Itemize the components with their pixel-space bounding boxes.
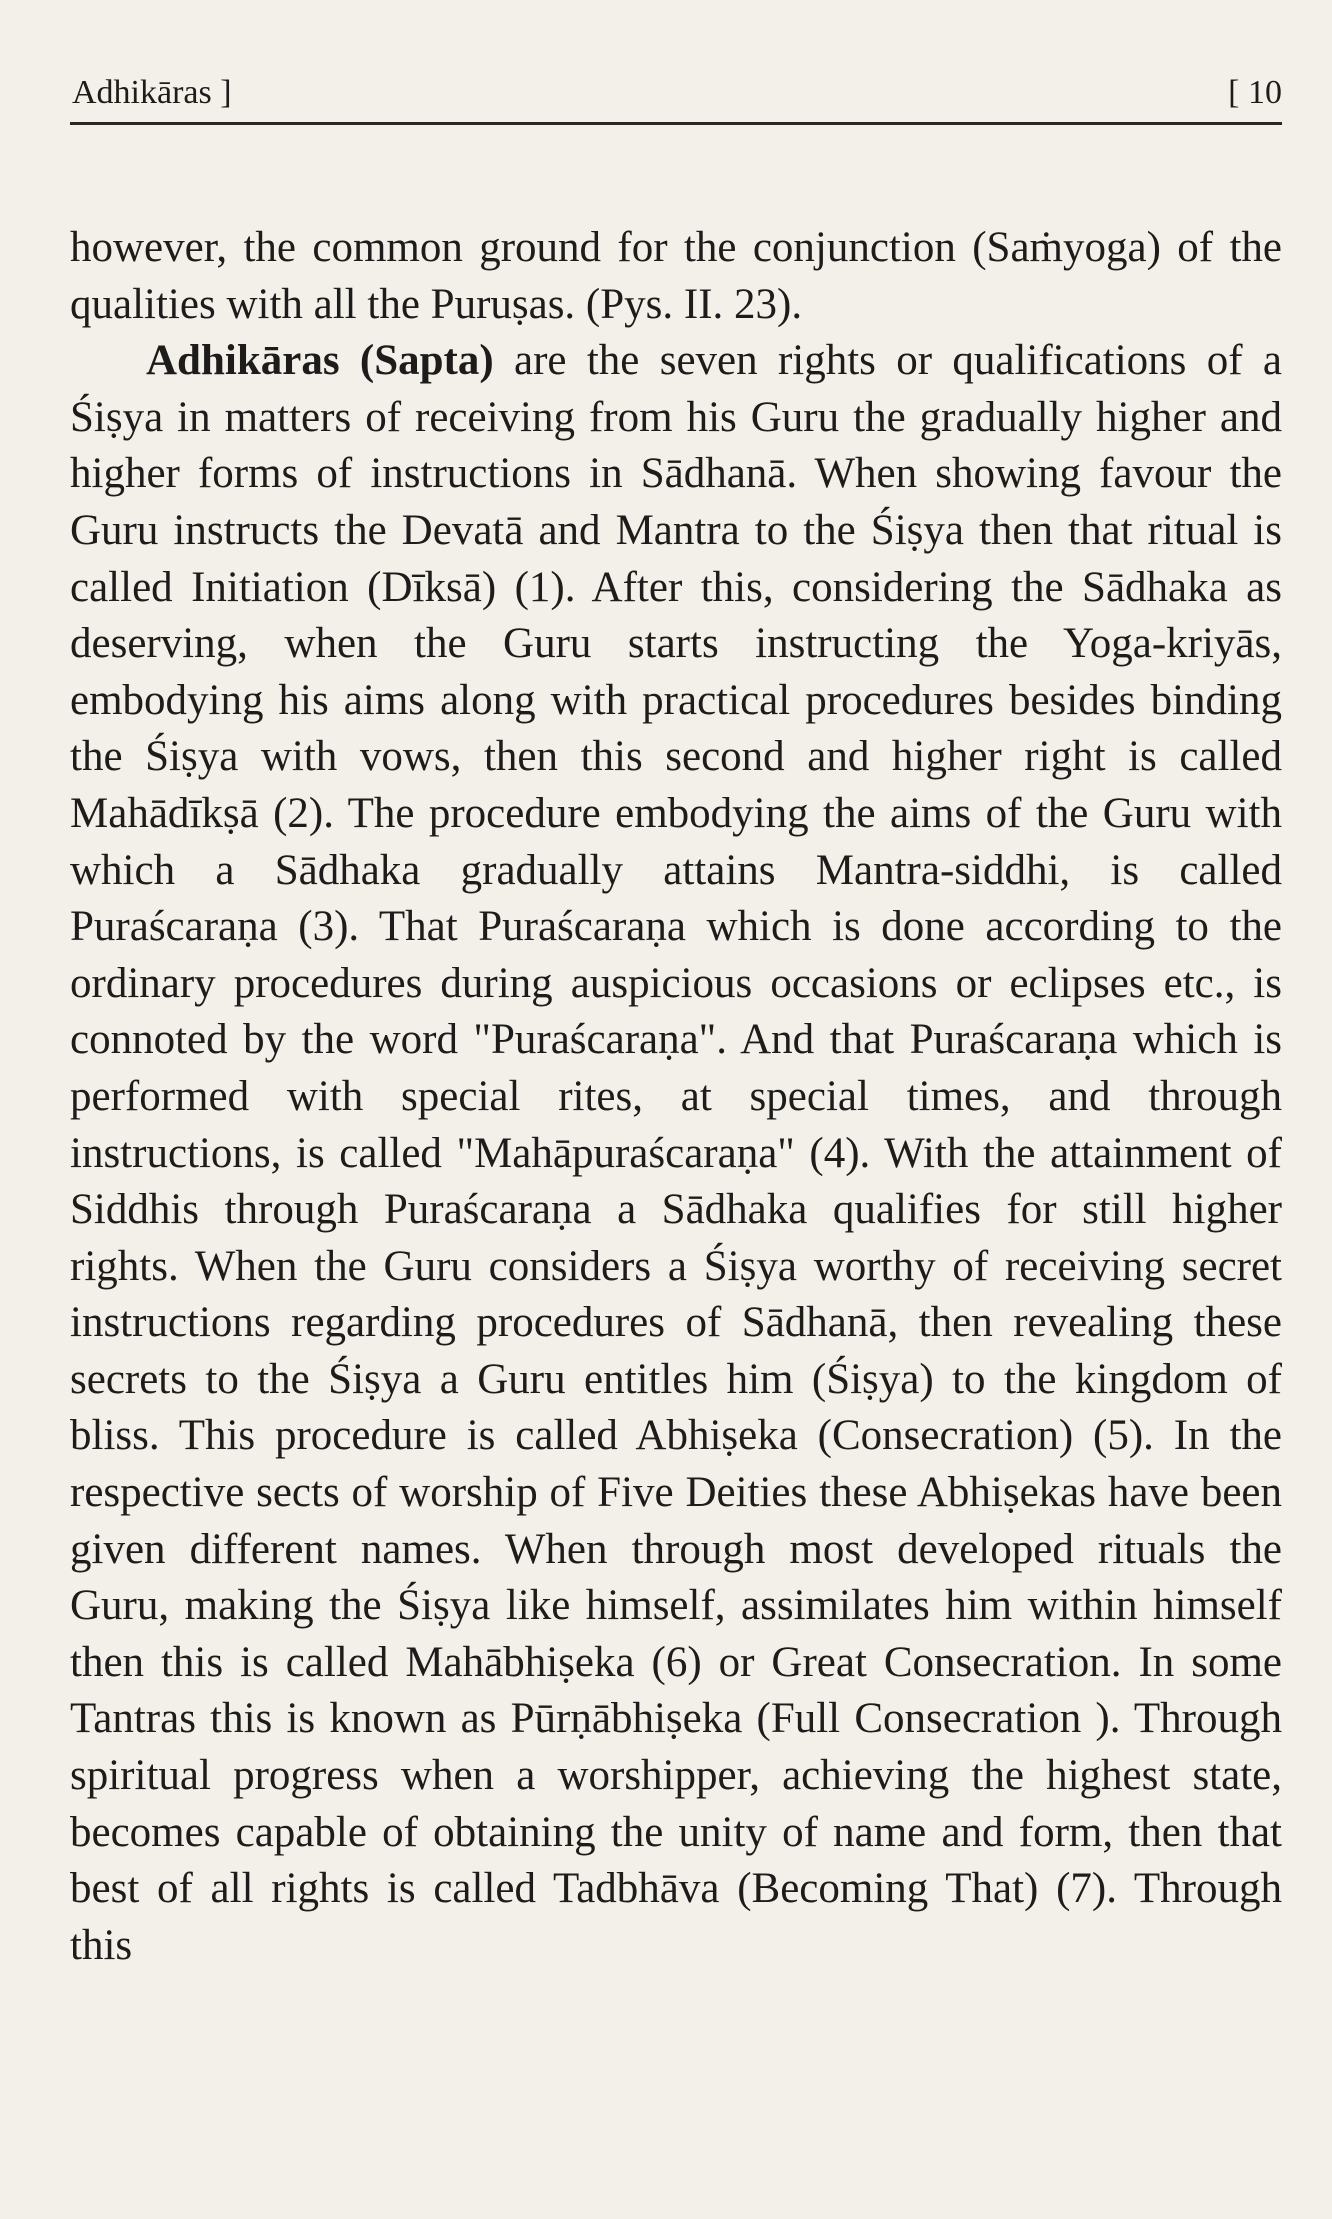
body-text xyxy=(70,220,1282,1974)
entry-term: Adhikāras (Sapta) xyxy=(146,337,494,385)
entry-definition: are the seven rights or qualifications of a Śiṣya in matters of receiving from his Guru the gradually higher and higher forms of instructions in Sādhanā. When showing favour the Guru instructs the Devatā and Mantra to the Śiṣya then that ritual is called Initiation (Dīksā) (1). After this, considering the Sādhaka as deserving, when the Guru starts instructing the Yoga-kriyās, embodying his aims along with practical procedures besides binding the Śiṣya with vows, then this second and higher right is called Mahādīkṣā (2). The procedure embodying the aims of the Guru with which a Sādhaka gradually attains Mantra-siddhi, is called Puraścaraṇa (3). That Puraścaraṇa which is done according to the ordinary procedures during auspicious occasions or eclipses etc., is connoted by the word "Puraścaraṇa". And that Puraścaraṇa which is performed with special rites, at special times, and through instructions, is called "Mahāpuraścaraṇa" (4). With the attainment of Siddhis through Puraścaraṇa a Sādhaka qualifies for still higher rights. When the Guru considers a Śiṣya worthy of receiving secret instructions regarding procedures of Sādhanā, then revealing these secrets to the Śiṣya a Guru entitles him (Śiṣya) to the kingdom of bliss. This procedure is called Abhiṣeka (Consecration) (5). In the respective sects of worship of Five Deities these Abhiṣekas have been given different names. When through most developed rituals the Guru, making the Śiṣya like himself, assimilates him within himself then this is called Mahābhiṣeka (6) or Great Consecration. In some Tantras this is known as Pūrṇābhiṣeka (Full Consecration ). Through spiritual progress when a worshipper, achieving the highest state, becomes capable of obtaining the unity of name and form, then that best of all rights is called Tadbhāva (Becoming That) (7). Through this xyxy=(70,337,1282,1969)
paragraph-continuation: however, the common ground for the conjunction (Saṁyoga) of the qualities with all the Puruṣas. (Pys. II. 23). xyxy=(70,224,1282,328)
header-section-title: Adhikāras ] xyxy=(72,74,232,111)
running-header xyxy=(70,72,1282,125)
paragraph-entry-adhikaras xyxy=(70,333,1282,1974)
header-page-number: [ 10 xyxy=(1228,74,1282,111)
